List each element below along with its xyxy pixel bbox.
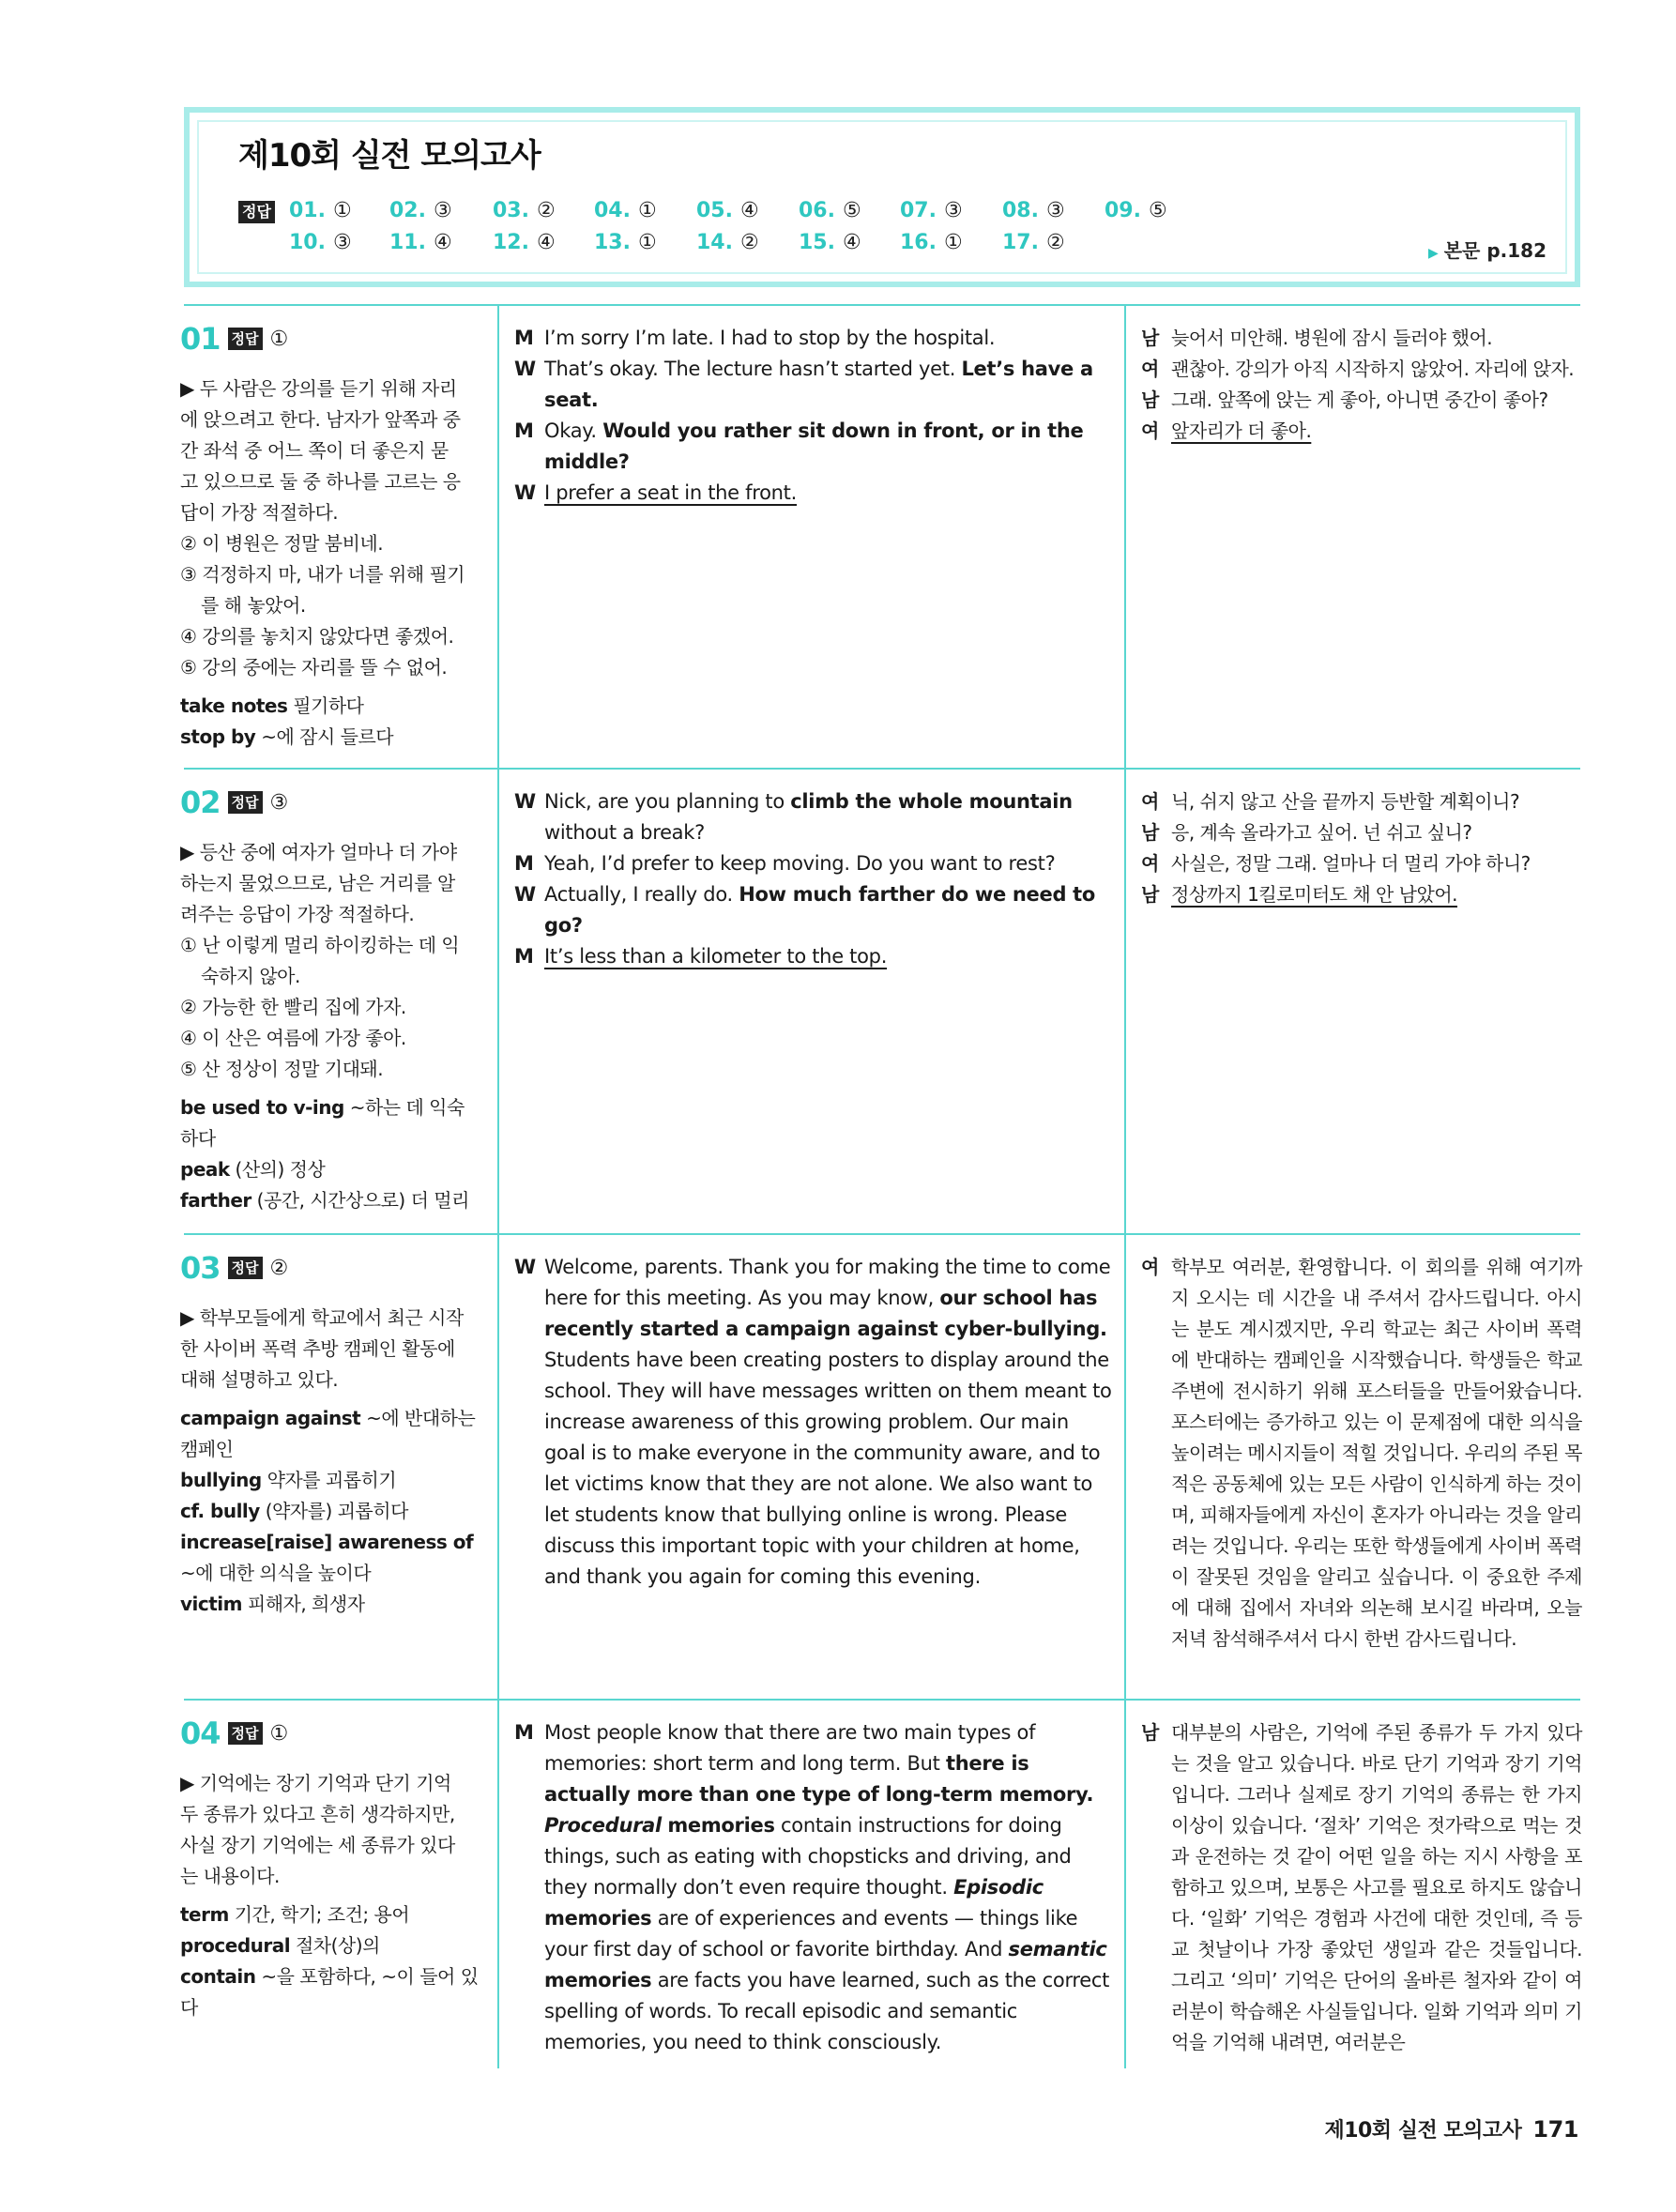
explanation-line: 사실 장기 기억에는 세 종류가 있다 — [180, 1834, 455, 1856]
wrong-option-translation: ② 이 병원은 정말 붐비네. — [180, 532, 384, 555]
vocabulary-list — [180, 1899, 480, 2023]
answer-key-box — [184, 107, 1580, 287]
page-reference — [1428, 236, 1546, 263]
script-line — [514, 1252, 1115, 1593]
wrong-option-translation: ① 난 이렇게 멀리 하이킹하는 데 익 — [180, 934, 460, 956]
answer-item — [389, 199, 452, 222]
speaker-label: 남 — [1141, 327, 1159, 349]
answer-choice: ⑤ — [842, 199, 861, 222]
explanation-line: 두 종류가 있다고 흔히 생각하지만, — [180, 1803, 455, 1825]
script-line — [514, 323, 1115, 354]
answer-number: 09. — [1105, 199, 1141, 222]
vocabulary-item — [180, 1899, 480, 1930]
speaker-label: W — [514, 481, 536, 504]
correct-answer: ② — [269, 1256, 289, 1280]
question-explanation-cell — [180, 785, 480, 1216]
vocabulary-meaning: ~을 포함하다, ~이 들어 있다 — [180, 1965, 479, 2019]
answer-number: 06. — [799, 199, 835, 222]
speaker-label: M — [514, 945, 534, 968]
vocabulary-term: contain — [180, 1965, 256, 1988]
speaker-label: M — [514, 852, 534, 875]
explanation-line: ▶ 학부모들에게 학교에서 최근 시작 — [180, 1306, 464, 1329]
speaker-label: 여 — [1141, 1256, 1159, 1278]
vocabulary-term: victim — [180, 1593, 243, 1615]
explanation-line: 한 사이버 폭력 추방 캠페인 활동에 — [180, 1337, 455, 1360]
question-explanation-cell — [180, 1716, 480, 2023]
answer-number: 15. — [799, 231, 835, 254]
vocabulary-meaning: 피해자, 희생자 — [247, 1593, 365, 1615]
speaker-label: W — [514, 1256, 536, 1278]
script-text: Yeah, I’d prefer to keep moving. Do you want to rest? — [544, 852, 1056, 875]
vocabulary-term: stop by — [180, 725, 256, 748]
translation-text: 앞자리가 더 좋아. — [1171, 420, 1312, 442]
explanation-line: 는 내용이다. — [180, 1865, 280, 1887]
row-divider — [184, 1233, 1580, 1235]
script-line — [514, 786, 1115, 848]
question-number: 03 — [180, 1250, 221, 1286]
speaker-label: 남 — [1141, 1721, 1159, 1744]
wrong-option-translation: ⑤ 강의 중에는 자리를 뜰 수 없어. — [180, 656, 448, 679]
answer-number: 05. — [696, 199, 733, 222]
script-line — [514, 941, 1115, 972]
english-script-cell — [514, 1717, 1115, 2058]
answer-item — [900, 199, 963, 222]
explanation-line: ▶ 두 사람은 강의를 듣기 위해 자리 — [180, 377, 457, 400]
explanation — [180, 1303, 480, 1396]
answer-choice: ④ — [536, 231, 556, 254]
vocabulary-meaning: 약자를 괴롭히기 — [267, 1469, 397, 1491]
correct-answer: ③ — [269, 790, 289, 815]
answer-item — [799, 231, 861, 254]
script-line — [514, 848, 1115, 879]
row-divider — [184, 1699, 1580, 1701]
translation-line — [1141, 416, 1582, 447]
vocabulary-term: bullying — [180, 1469, 262, 1491]
speaker-label: M — [514, 327, 534, 349]
answer-choice: ② — [1045, 231, 1065, 254]
wrong-option-translation: ③ 걱정하지 마, 내가 너를 위해 필기 — [180, 563, 465, 586]
script-text: Nick, are you planning to climb the whole mountain without a break? — [544, 790, 1073, 844]
answer-number: 03. — [493, 199, 529, 222]
answer-choice: ① — [637, 199, 657, 222]
vocabulary-meaning: (산의) 정상 — [235, 1158, 326, 1181]
script-text: Actually, I really do. How much farther do we need to go? — [544, 883, 1096, 937]
explanation-line: 에 앉으려고 한다. 남자가 앞쪽과 중 — [180, 408, 461, 431]
correct-answer: ① — [269, 1721, 289, 1746]
vocabulary-term: take notes — [180, 694, 288, 717]
answer-choice: ③ — [1045, 199, 1065, 222]
korean-translation-cell — [1141, 323, 1582, 447]
answer-badge: 정답 — [228, 1722, 263, 1745]
answer-number: 10. — [289, 231, 326, 254]
vocabulary-meaning: ~에 반대하는 캠페인 — [180, 1407, 476, 1460]
vocabulary-list — [180, 691, 480, 753]
answer-item — [1105, 199, 1167, 222]
question-header — [180, 321, 480, 357]
vocabulary-meaning: ~에 잠시 들르다 — [261, 725, 394, 748]
vocabulary-list — [180, 1092, 480, 1216]
script-text: Okay. Would you rather sit down in front, or in the middle? — [544, 420, 1084, 473]
answer-choice: ③ — [943, 199, 963, 222]
script-text: I prefer a seat in the front. — [544, 481, 797, 504]
answer-item — [289, 231, 352, 254]
explanation-line: 대해 설명하고 있다. — [180, 1368, 339, 1391]
footer-title: 제10회 실전 모의고사 — [1324, 2119, 1522, 2143]
translation-line — [1141, 817, 1582, 848]
vocabulary-term: be used to v-ing — [180, 1096, 344, 1119]
translation-text: 닉, 쉬지 않고 산을 끝까지 등반할 계획이니? — [1171, 790, 1520, 813]
answer-choice: ③ — [433, 199, 452, 222]
answer-item — [594, 199, 657, 222]
english-script-cell — [514, 323, 1115, 509]
answer-item — [1002, 231, 1065, 254]
explanation-line: 간 좌석 중 어느 쪽이 더 좋은지 묻 — [180, 439, 449, 462]
column-divider — [497, 304, 499, 2068]
vocabulary-item — [180, 1961, 480, 2023]
column-divider — [1124, 304, 1126, 2068]
answer-item — [900, 231, 963, 254]
translation-text: 그래. 앞쪽에 앉는 게 좋아, 아니면 중간이 좋아? — [1171, 389, 1548, 411]
question-header — [180, 785, 480, 820]
row-divider — [184, 304, 1580, 306]
vocabulary-meaning: (공간, 시간상으로) 더 멀리 — [256, 1189, 469, 1212]
explanation-line: 하는지 물었으므로, 남은 거리를 알 — [180, 872, 455, 894]
page-footer — [1324, 2114, 1578, 2143]
wrong-option-translation: 숙하지 않아. — [201, 965, 300, 987]
wrong-option-translation: ④ 강의를 놓치지 않았다면 좋겠어. — [180, 625, 454, 648]
answer-badge: 정답 — [228, 791, 263, 814]
correct-answer: ① — [269, 327, 289, 351]
script-text: I’m sorry I’m late. I had to stop by the hospital. — [544, 327, 996, 349]
english-script-cell — [514, 1252, 1115, 1593]
script-line — [514, 478, 1115, 509]
page-title: 제10회 실전 모의고사 — [238, 137, 541, 175]
vocabulary-list — [180, 1403, 480, 1620]
translation-text: 늦어서 미안해. 병원에 잠시 들러야 했어. — [1171, 327, 1493, 349]
vocabulary-term: procedural — [180, 1934, 291, 1957]
speaker-label: W — [514, 790, 536, 813]
answer-item — [594, 231, 657, 254]
vocabulary-meaning: 기간, 학기; 조건; 용어 — [234, 1903, 410, 1926]
vocabulary-meaning: 절차(상)의 — [295, 1934, 380, 1957]
vocabulary-term: farther — [180, 1189, 251, 1212]
vocabulary-item — [180, 1930, 480, 1961]
explanation-line: 려주는 응답이 가장 적절하다. — [180, 903, 415, 925]
answer-number: 02. — [389, 199, 426, 222]
row-divider — [184, 768, 1580, 770]
question-number: 02 — [180, 785, 221, 820]
vocabulary-item — [180, 722, 480, 753]
translation-text: 사실은, 정말 그래. 얼마나 더 멀리 가야 하니? — [1171, 852, 1531, 875]
vocabulary-term: peak — [180, 1158, 230, 1181]
answer-item — [1002, 199, 1065, 222]
translation-text: 응, 계속 올라가고 싶어. 넌 쉬고 싶니? — [1171, 821, 1472, 844]
answer-choice: ① — [943, 231, 963, 254]
translation-line — [1141, 1717, 1582, 2058]
question-header — [180, 1716, 480, 1751]
translation-line — [1141, 323, 1582, 354]
translation-text: 대부분의 사람은, 기억에 주된 종류가 두 가지 있다는 것을 알고 있습니다. 바로 단기 기억과 장기 기억입니다. 그러나 실제로 장기 기억의 종류는 한 가지 이상이 있습니다. ‘절차’ 기억은 젓가락으로 먹는 것과 운전하는 것 같이 어떤 일을 하는 지시 사항을 포함하고 있으며, 보통은 사고를 필요로 하지도 않습니다. ‘일화’ 기억은 경험과 사건에 대한 것인데, 즉 등교 첫날이나 가장 좋았던 생일과 같은 것들입니다. 그리고 ‘의미’ 기억은 단어의 올바른 철자와 같이 여러분이 학습해온 사실들입니다. 일화 기억과 의미 기억을 기억해 내려면, 여러분은 — [1171, 1721, 1582, 2053]
wrong-option-translation: ② 가능한 한 빨리 집에 가자. — [180, 996, 406, 1018]
answer-label-badge: 정답 — [238, 201, 275, 223]
vocabulary-term: cf. bully — [180, 1500, 260, 1522]
translation-line — [1141, 879, 1582, 910]
answer-badge: 정답 — [228, 328, 263, 350]
vocabulary-meaning: (약자를) 괴롭히다 — [265, 1500, 408, 1522]
vocabulary-meaning: 필기하다 — [293, 694, 364, 717]
script-line — [514, 1717, 1115, 2058]
question-explanation-cell — [180, 321, 480, 753]
script-text: Welcome, parents. Thank you for making the time to come here for this meeting. As you may know, our school has recently started a campaign against cyber-bullying. Students have been creating posters to display around the school. They will have messages written on them meant to increase awareness of this growing problem. Our main goal is to make everyone in the community aware, and to let victims know that they are not alone. We also want to let students know that bullying online is wrong. Please discuss this important topic with your children at home, and thank you again for coming this evening. — [544, 1256, 1112, 1588]
korean-translation-cell — [1141, 1717, 1582, 2058]
triangle-right-icon: ▶ — [1427, 246, 1439, 261]
vocabulary-item — [180, 1185, 480, 1216]
question-explanation-cell — [180, 1250, 480, 1620]
answer-choice: ④ — [433, 231, 452, 254]
english-script-cell — [514, 786, 1115, 972]
speaker-label: M — [514, 420, 534, 442]
speaker-label: 여 — [1141, 358, 1159, 380]
wrong-option-translation: 를 해 놓았어. — [201, 594, 306, 617]
script-line — [514, 354, 1115, 416]
speaker-label: W — [514, 883, 536, 906]
translation-line — [1141, 354, 1582, 385]
speaker-label: 여 — [1141, 852, 1159, 875]
answer-number: 12. — [493, 231, 529, 254]
speaker-label: 남 — [1141, 821, 1159, 844]
speaker-label: 남 — [1141, 389, 1159, 411]
korean-translation-cell — [1141, 1252, 1582, 1655]
answer-number: 11. — [389, 231, 426, 254]
vocabulary-term: term — [180, 1903, 229, 1926]
answer-item — [289, 199, 352, 222]
wrong-option-translation: ⑤ 산 정상이 정말 기대돼. — [180, 1058, 384, 1080]
vocabulary-item — [180, 691, 480, 722]
answer-number: 08. — [1002, 199, 1039, 222]
explanation-line: ▶ 등산 중에 여자가 얼마나 더 가야 — [180, 841, 457, 863]
explanation-line: 고 있으므로 둘 중 하나를 고르는 응 — [180, 470, 461, 493]
vocabulary-item — [180, 1092, 480, 1154]
explanation-line: ▶ 기억에는 장기 기억과 단기 기억 — [180, 1772, 451, 1794]
vocabulary-item — [180, 1465, 480, 1496]
answer-item — [799, 199, 861, 222]
vocabulary-meaning: ~하는 데 익숙하다 — [180, 1096, 465, 1150]
translation-line — [1141, 385, 1582, 416]
vocabulary-item — [180, 1403, 480, 1465]
answer-choice: ③ — [332, 231, 352, 254]
speaker-label: M — [514, 1721, 534, 1744]
translation-text: 괜찮아. 강의가 아직 시작하지 않았어. 자리에 앉자. — [1171, 358, 1575, 380]
answer-number: 14. — [696, 231, 733, 254]
script-text: It’s less than a kilometer to the top. — [544, 945, 888, 968]
vocabulary-item — [180, 1496, 480, 1527]
speaker-label: 남 — [1141, 883, 1159, 906]
translation-line — [1141, 848, 1582, 879]
answer-number: 04. — [594, 199, 631, 222]
question-number: 04 — [180, 1716, 221, 1751]
vocabulary-meaning: ~에 대한 의식을 높이다 — [180, 1562, 372, 1584]
wrong-option-translation: ④ 이 산은 여름에 가장 좋아. — [180, 1027, 406, 1049]
page-reference-text: 본문 p.182 — [1443, 239, 1546, 262]
answer-choice: ④ — [842, 231, 861, 254]
question-header — [180, 1250, 480, 1286]
answer-badge: 정답 — [228, 1257, 263, 1279]
question-number: 01 — [180, 321, 221, 357]
answer-choice: ⑤ — [1148, 199, 1167, 222]
explanation — [180, 1768, 480, 1892]
explanation-line: 답이 가장 적절하다. — [180, 501, 339, 524]
answer-number: 13. — [594, 231, 631, 254]
answer-item — [493, 231, 556, 254]
answer-item — [696, 199, 759, 222]
speaker-label: 여 — [1141, 420, 1159, 442]
vocabulary-term: increase[raise] awareness of — [180, 1531, 474, 1553]
answer-choice: ④ — [739, 199, 759, 222]
answer-choice: ① — [637, 231, 657, 254]
vocabulary-item — [180, 1527, 480, 1589]
answer-number: 17. — [1002, 231, 1039, 254]
answer-number: 07. — [900, 199, 937, 222]
script-text: That’s okay. The lecture hasn’t started yet. Let’s have a seat. — [544, 358, 1093, 411]
vocabulary-item — [180, 1589, 480, 1620]
answer-item — [389, 231, 452, 254]
answer-number: 16. — [900, 231, 937, 254]
page-number: 171 — [1532, 2116, 1578, 2143]
translation-line — [1141, 1252, 1582, 1655]
answer-number: 01. — [289, 199, 326, 222]
script-line — [514, 416, 1115, 478]
translation-text: 정상까지 1킬로미터도 채 안 남았어. — [1171, 883, 1457, 906]
script-line — [514, 879, 1115, 941]
explanation — [180, 837, 480, 1085]
answer-item — [493, 199, 556, 222]
answer-choice: ① — [332, 199, 352, 222]
vocabulary-item — [180, 1154, 480, 1185]
translation-text: 학부모 여러분, 환영합니다. 이 회의를 위해 여기까지 오시는 데 시간을 내 주셔서 감사드립니다. 아시는 분도 계시겠지만, 우리 학교는 최근 사이버 폭력에 반대하는 캠페인을 시작했습니다. 학생들은 학교 주변에 전시하기 위해 포스터들을 만들어왔습니다. 포스터에는 증가하고 있는 이 문제점에 대한 의식을 높이려는 메시지들이 적힐 것입니다. 우리의 주된 목적은 공동체에 있는 모든 사람이 인식하게 하는 것이며, 피해자들에게 자신이 혼자가 아니라는 것을 알리려는 것입니다. 우리는 또한 학생들에게 사이버 폭력이 잘못된 것임을 알리고 싶습니다. 이 중요한 주제에 대해 집에서 자녀와 의논해 보시길 바라며, 오늘 저녁 참석해주셔서 다시 한번 감사드립니다. — [1171, 1256, 1582, 1650]
vocabulary-term: campaign against — [180, 1407, 361, 1429]
translation-line — [1141, 786, 1582, 817]
speaker-label: W — [514, 358, 536, 380]
script-text: Most people know that there are two main types of memories: short term and long term. But there is actually more than one type of long-term memory. Procedural memories contain instructions for doing things, such as eating with chopsticks and driving, and they normally don’t even require thought. Episodic memories are of experiences and events — things like your first day of school or favorite birthday. And semantic memories are facts you have learned, such as the correct spelling of words. To recall episodic and semantic memories, you need to think consciously. — [544, 1721, 1110, 2053]
explanation — [180, 374, 480, 683]
answer-choice: ② — [536, 199, 556, 222]
korean-translation-cell — [1141, 786, 1582, 910]
answer-item — [696, 231, 759, 254]
answer-choice: ② — [739, 231, 759, 254]
speaker-label: 여 — [1141, 790, 1159, 813]
